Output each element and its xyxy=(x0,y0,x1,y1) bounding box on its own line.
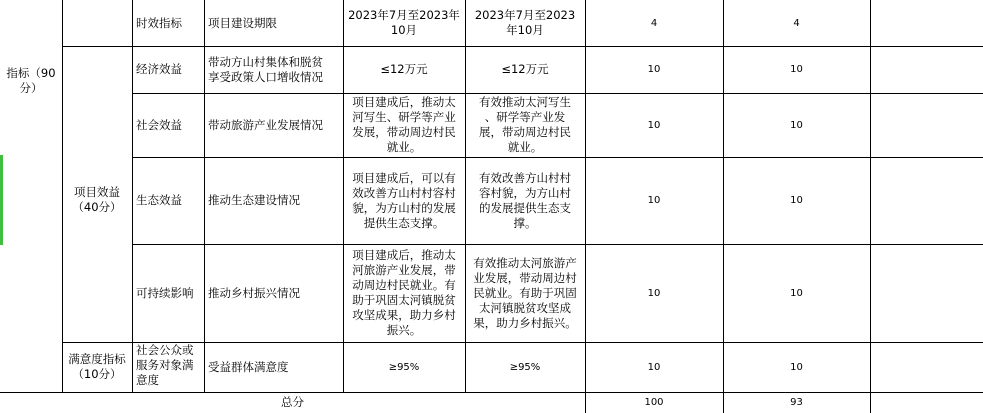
table-cell-l2: 时效指标 xyxy=(136,15,182,30)
table-cell-weight: 10 xyxy=(647,119,661,131)
grid-line xyxy=(465,0,466,392)
grid-line xyxy=(62,46,132,47)
table-cell-weight: 10 xyxy=(647,64,661,75)
grid-line xyxy=(132,157,983,158)
row-selection-marker xyxy=(0,155,3,245)
table-cell-actual: ≥95% xyxy=(509,361,541,373)
table-cell-l3: 项目建设期限 xyxy=(208,15,277,30)
table-cell-actual: 有效推动太河旅游产 业发展，带动周边村 民就业。有助于巩固 太河镇脱贫攻坚成 果，助力乡村振兴。 xyxy=(473,255,577,330)
table-cell-weight: 10 xyxy=(647,287,661,299)
table-cell-weight: 4 xyxy=(650,17,658,29)
table-cell-target: ≤12万元 xyxy=(380,62,428,76)
table-cell-weight: 10 xyxy=(647,195,661,206)
total-score: 93 xyxy=(790,397,803,408)
indicator-level1-label: 指标（90 分） xyxy=(6,66,56,95)
table-cell-l2: 可持续影响 xyxy=(136,285,194,300)
table-cell-l3: 带动旅游产业发展情况 xyxy=(208,117,323,132)
table-cell-weight: 10 xyxy=(647,361,661,373)
table-cell-actual: 2023年7月至2023 年10月 xyxy=(474,8,576,37)
grid-line xyxy=(723,0,724,413)
grid-line xyxy=(204,0,205,392)
table-cell-actual: ≤12万元 xyxy=(501,62,549,76)
project-benefit-label: 项目效益 （40分） xyxy=(72,185,122,214)
grid-line xyxy=(132,93,983,94)
table-cell-l2: 社会效益 xyxy=(136,117,182,132)
table-cell-score: 4 xyxy=(793,17,800,29)
table-cell-score: 10 xyxy=(790,361,803,373)
table-cell-l3: 推动生态建设情况 xyxy=(208,193,300,207)
grid-line xyxy=(0,392,983,393)
table-cell-target: 项目建成后，可以有 效改善方山村村容村 貌，为方山村的发展 提供生态支撑。 xyxy=(352,170,456,230)
table-cell-l3: 带动方山村集体和脱贫 享受政策人口增收情况 xyxy=(208,54,323,84)
table-cell-actual: 有效改善方山村村 容村貌，为方山村 的发展提供生态支 撑。 xyxy=(479,170,571,230)
grid-line xyxy=(62,342,983,343)
total-weight: 100 xyxy=(644,397,664,408)
grid-line xyxy=(343,0,344,392)
table-cell-target: 项目建成后，推动太 河写生、研学等产业 发展，带动周边村民 就业。 xyxy=(352,95,456,154)
table-cell-l2: 社会公众或 服务对象满 意度 xyxy=(136,343,194,387)
table-cell-score: 10 xyxy=(790,195,803,206)
total-label: 总分 xyxy=(281,395,304,409)
table-cell-l3: 受益群体满意度 xyxy=(208,359,289,374)
table-cell-target: 2023年7月至2023年 10月 xyxy=(348,8,460,37)
table-cell-l2: 生态效益 xyxy=(136,193,182,207)
grid-line xyxy=(132,244,983,245)
table-cell-score: 10 xyxy=(790,287,803,299)
table-cell-score: 10 xyxy=(790,119,803,131)
grid-line xyxy=(585,0,586,413)
grid-line xyxy=(62,0,63,392)
table-cell-actual: 有效推动太河写生 、研学等产业发 展，带动周边村民 就业。 xyxy=(479,95,571,154)
grid-line xyxy=(132,46,983,47)
grid-line xyxy=(132,0,133,392)
table-cell-l3: 推动乡村振兴情况 xyxy=(208,285,300,300)
table-cell-score: 10 xyxy=(790,64,803,75)
table-cell-target: ≥95% xyxy=(388,361,420,373)
satisfaction-indicator-label: 满意度指标 （10分） xyxy=(68,352,126,381)
table-cell-l2: 经济效益 xyxy=(136,62,182,76)
table-cell-target: 项目建成后，推动太 河旅游产业发展，带 动周边村民就业。有 助于巩固太河镇脱贫 攻坚成果，助力乡村 振兴。 xyxy=(352,248,456,337)
grid-line xyxy=(870,0,871,413)
